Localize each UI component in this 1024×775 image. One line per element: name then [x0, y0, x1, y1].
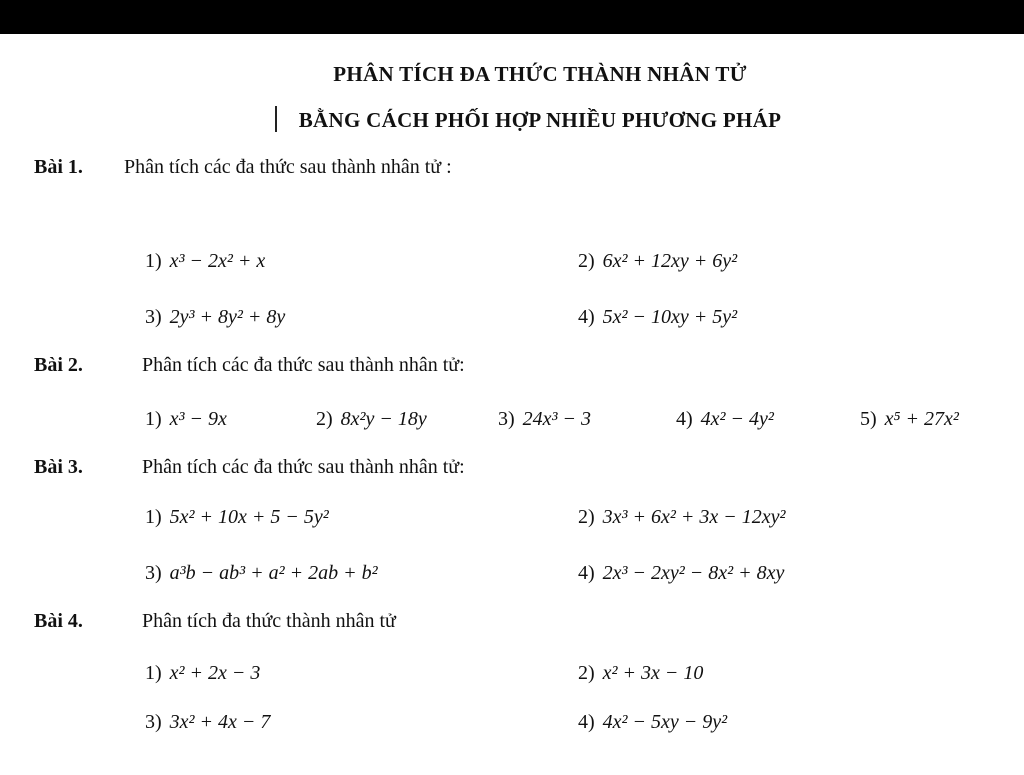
exercise-2-item-4 — [676, 408, 774, 431]
exercise-1-number: Bài 1. — [34, 156, 83, 178]
exercise-2-item-3 — [498, 408, 591, 431]
item-expression: x³ − 9x — [169, 408, 227, 430]
exercise-3-number: Bài 3. — [34, 456, 83, 478]
item-expression: 5x² − 10xy + 5y² — [602, 306, 738, 328]
item-number: 2) — [578, 250, 595, 272]
item-expression: a³b − ab³ + a² + 2ab + b² — [169, 562, 378, 584]
exercise-3-item-3 — [145, 562, 378, 585]
item-number: 3) — [145, 562, 162, 584]
item-number: 1) — [145, 408, 162, 430]
exercise-4-item-3 — [145, 711, 270, 734]
exercise-1-instruction: Phân tích các đa thức sau thành nhân tử : — [124, 156, 452, 178]
exercise-2-instruction: Phân tích các đa thức sau thành nhân tử: — [142, 354, 465, 376]
document-title-line-1: PHÂN TÍCH ĐA THỨC THÀNH NHÂN TỬ — [333, 62, 747, 86]
item-expression: 2y³ + 8y² + 8y — [169, 306, 286, 328]
item-number: 1) — [145, 250, 162, 272]
item-number: 2) — [316, 408, 333, 430]
item-number: 4) — [578, 711, 595, 733]
exercise-2-item-5 — [860, 408, 959, 431]
item-number: 1) — [145, 662, 162, 684]
exercise-3-item-1 — [145, 506, 329, 529]
exercise-3-instruction: Phân tích các đa thức sau thành nhân tử: — [142, 456, 465, 478]
item-number: 4) — [578, 562, 595, 584]
exercise-4-item-2 — [578, 662, 703, 685]
item-number: 5) — [860, 408, 877, 430]
exercise-1-item-2 — [578, 250, 737, 273]
item-number: 4) — [676, 408, 693, 430]
exercise-2-number: Bài 2. — [34, 354, 83, 376]
item-expression: 4x² − 5xy − 9y² — [602, 711, 728, 733]
item-expression: x³ − 2x² + x — [169, 250, 266, 272]
exercise-2-item-1 — [145, 408, 227, 431]
item-expression: 6x² + 12xy + 6y² — [602, 250, 738, 272]
item-expression: 4x² − 4y² — [700, 408, 774, 430]
exercise-3-item-2 — [578, 506, 786, 529]
exercise-1-item-1 — [145, 250, 265, 273]
exercise-4-number: Bài 4. — [34, 610, 83, 632]
item-number: 3) — [498, 408, 515, 430]
item-number: 3) — [145, 711, 162, 733]
item-expression: 2x³ − 2xy² − 8x² + 8xy — [602, 562, 785, 584]
document-title-line-2: BẰNG CÁCH PHỐI HỢP NHIỀU PHƯƠNG PHÁP — [298, 108, 782, 132]
exercise-2-item-2 — [316, 408, 427, 431]
exercise-4-instruction: Phân tích đa thức thành nhân tử — [142, 610, 396, 632]
item-expression: 3x³ + 6x² + 3x − 12xy² — [602, 506, 786, 528]
item-expression: 24x³ − 3 — [522, 408, 592, 430]
item-number: 4) — [578, 306, 595, 328]
exercise-4-item-1 — [145, 662, 260, 685]
document-page — [0, 34, 1024, 775]
item-expression: 3x² + 4x − 7 — [169, 711, 271, 733]
exercise-4-item-4 — [578, 711, 727, 734]
item-number: 2) — [578, 662, 595, 684]
exercise-1-item-3 — [145, 306, 285, 329]
exercise-1-item-4 — [578, 306, 737, 329]
exercise-3-item-4 — [578, 562, 784, 585]
item-expression: 5x² + 10x + 5 − 5y² — [169, 506, 329, 528]
item-expression: 8x²y − 18y — [340, 408, 427, 430]
item-number: 2) — [578, 506, 595, 528]
item-expression: x² + 2x − 3 — [169, 662, 261, 684]
item-number: 3) — [145, 306, 162, 328]
item-expression: x² + 3x − 10 — [602, 662, 704, 684]
item-expression: x⁵ + 27x² — [884, 408, 959, 430]
item-number: 1) — [145, 506, 162, 528]
